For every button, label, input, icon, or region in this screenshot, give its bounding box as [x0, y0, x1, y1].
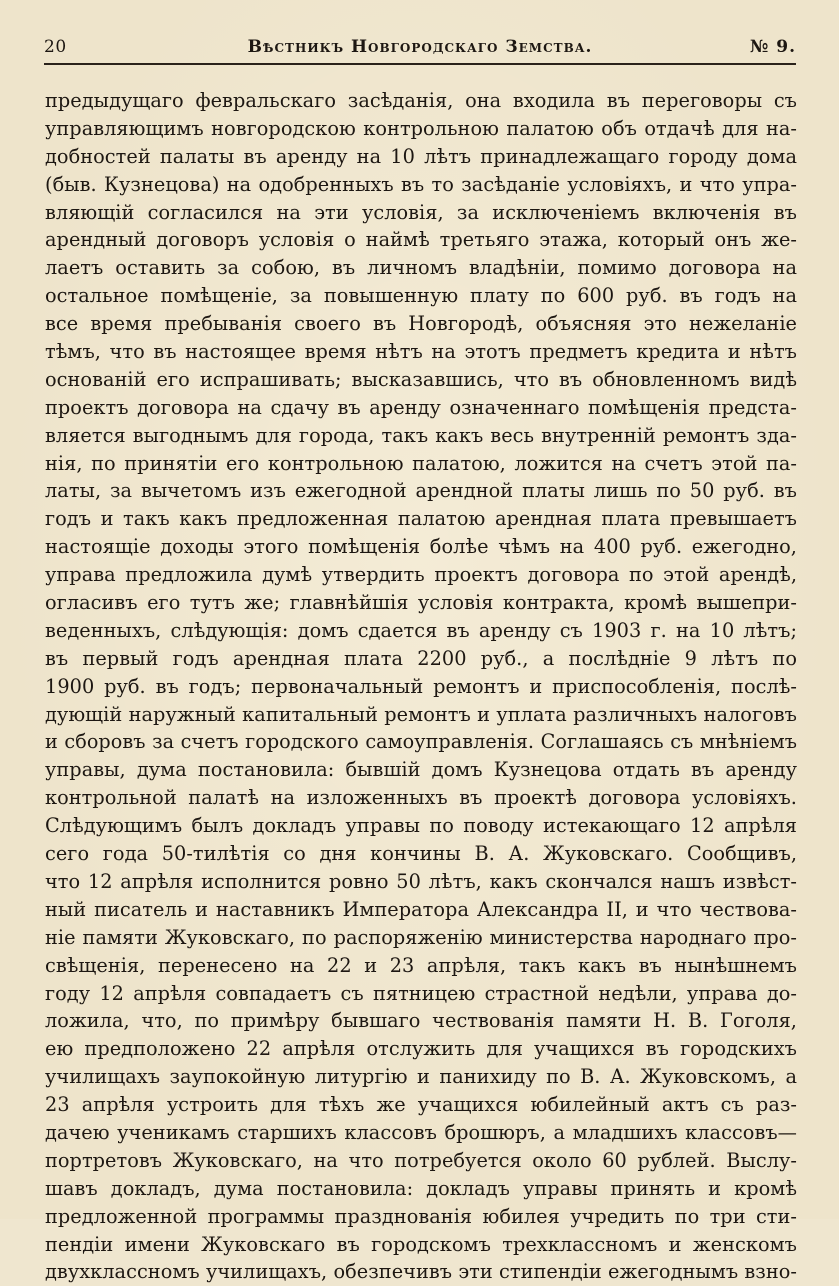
- text-line: что 12 апрѣля исполнится ровно 50 лѣтъ, какъ скончался нашъ извѣст-: [45, 869, 797, 893]
- text-line: портретовъ Жуковскаго, на что потребуется около 60 рублей. Выслу-: [45, 1148, 797, 1172]
- text-line: дующій наружный капитальный ремонтъ и уплата различныхъ налоговъ: [45, 702, 797, 726]
- text-line: основаній его испрашивать; высказавшись, что въ обновленномъ видѣ: [45, 367, 797, 391]
- text-line: году 12 апрѣля совпадаетъ съ пятницею страстной недѣли, управа до-: [45, 981, 797, 1005]
- text-line: остальное помѣщеніе, за повышенную плату по 600 руб. въ годъ на: [45, 284, 797, 308]
- text-line: нія, по принятіи его контрольною палатою, ложится на счетъ этой па-: [45, 451, 797, 475]
- text-line: вляющій согласился на эти условія, за исключеніемъ включенія въ: [45, 200, 797, 224]
- text-line: предложенной программы празднованія юбилея учредить по три сти-: [45, 1204, 797, 1228]
- text-line: (быв. Кузнецова) на одобренныхъ въ то засѣданіе условіяхъ, и что упра-: [45, 172, 797, 196]
- text-line: и сборовъ за счетъ городского самоуправленія. Соглашаясь съ мнѣніемъ: [45, 730, 797, 754]
- text-line: добностей палаты въ аренду на 10 лѣтъ принадлежащаго городу дома: [45, 144, 797, 168]
- text-line: ніе памяти Жуковскаго, по распоряженію министерства народнаго про-: [45, 925, 797, 949]
- text-line: вляется выгоднымъ для города, такъ какъ весь внутренній ремонтъ зда-: [45, 423, 797, 447]
- text-line: контрольной палатѣ на изложенныхъ въ проектѣ договора условіяхъ.: [45, 786, 797, 810]
- text-line: ный писатель и наставникъ Императора Александра II, и что чествова-: [45, 897, 797, 921]
- text-line: двухклассномъ училищахъ, обезпечивъ эти стипендіи ежегоднымъ взно-: [45, 1260, 797, 1284]
- running-header: [44, 33, 796, 61]
- journal-title: Вѣстникъ Новгородскаго Земства.: [247, 37, 593, 57]
- text-line: годъ и такъ какъ предложенная палатою арендная плата превышаетъ: [45, 507, 797, 531]
- text-line: управа предложила думѣ утвердить проектъ договора по этой арендѣ,: [45, 563, 797, 587]
- header-rule: [44, 63, 796, 65]
- text-line: ею предположено 22 апрѣля отслужить для учащихся въ городскихъ: [45, 1037, 797, 1061]
- text-line: арендный договоръ условія о наймѣ третьяго этажа, который онъ же-: [45, 228, 797, 252]
- text-line: лаетъ оставить за собою, въ личномъ владѣніи, помимо договора на: [45, 256, 797, 280]
- text-line: латы, за вычетомъ изъ ежегодной арендной платы лишь по 50 руб. въ: [45, 479, 797, 503]
- text-line: шавъ докладъ, дума постановила: докладъ управы принять и кромѣ: [45, 1176, 797, 1200]
- body-text: [45, 87, 797, 1286]
- text-line: 1900 руб. въ годъ; первоначальный ремонтъ и приспособленія, послѣ-: [45, 674, 797, 698]
- text-line: веденныхъ, слѣдующія: домъ сдается въ аренду съ 1903 г. на 10 лѣтъ;: [45, 618, 797, 642]
- text-line: ложила, что, по примѣру бывшаго чествованія памяти Н. В. Гоголя,: [45, 1009, 797, 1033]
- page-number: 20: [44, 37, 67, 57]
- text-line: все время пребыванія своего въ Новгородѣ, объясняя это нежеланіе: [45, 312, 797, 336]
- text-line: въ первый годъ арендная плата 2200 руб., а послѣдніе 9 лѣтъ по: [45, 646, 797, 670]
- issue-number: № 9.: [749, 37, 796, 57]
- text-line: дачею ученикамъ старшихъ классовъ брошюръ, а младшихъ классовъ—: [45, 1120, 797, 1144]
- text-line: огласивъ его тутъ же; главнѣйшія условія контракта, кромѣ вышепри-: [45, 591, 797, 615]
- text-line: проектъ договора на сдачу въ аренду означеннаго помѣщенія предста-: [45, 395, 797, 419]
- text-line: предыдущаго февральскаго засѣданія, она входила въ переговоры съ: [45, 89, 797, 112]
- text-line: настоящіе доходы этого помѣщенія болѣе чѣмъ на 400 руб. ежегодно,: [45, 535, 797, 559]
- text-line: 23 апрѣля устроить для тѣхъ же учащихся юбилейный актъ съ раз-: [45, 1093, 797, 1117]
- text-line: сего года 50-тилѣтія со дня кончины В. А. Жуковскаго. Сообщивъ,: [45, 842, 797, 866]
- text-line: управляющимъ новгородскою контрольною палатою объ отдачѣ для на-: [45, 116, 797, 140]
- text-line: управы, дума постановила: бывшій домъ Кузнецова отдать въ аренду: [45, 758, 797, 782]
- text-line: тѣмъ, что въ настоящее время нѣтъ на этотъ предметъ кредита и нѣтъ: [45, 340, 797, 364]
- text-line: училищахъ заупокойную литургію и панихиду по В. А. Жуковскомъ, а: [45, 1065, 797, 1089]
- text-line: пендіи имени Жуковскаго въ городскомъ трехклассномъ и женскомъ: [45, 1232, 797, 1256]
- text-line: Слѣдующимъ былъ докладъ управы по поводу истекающаго 12 апрѣля: [45, 814, 797, 838]
- text-line: свѣщенія, перенесено на 22 и 23 апрѣля, такъ какъ въ нынѣшнемъ: [45, 953, 797, 977]
